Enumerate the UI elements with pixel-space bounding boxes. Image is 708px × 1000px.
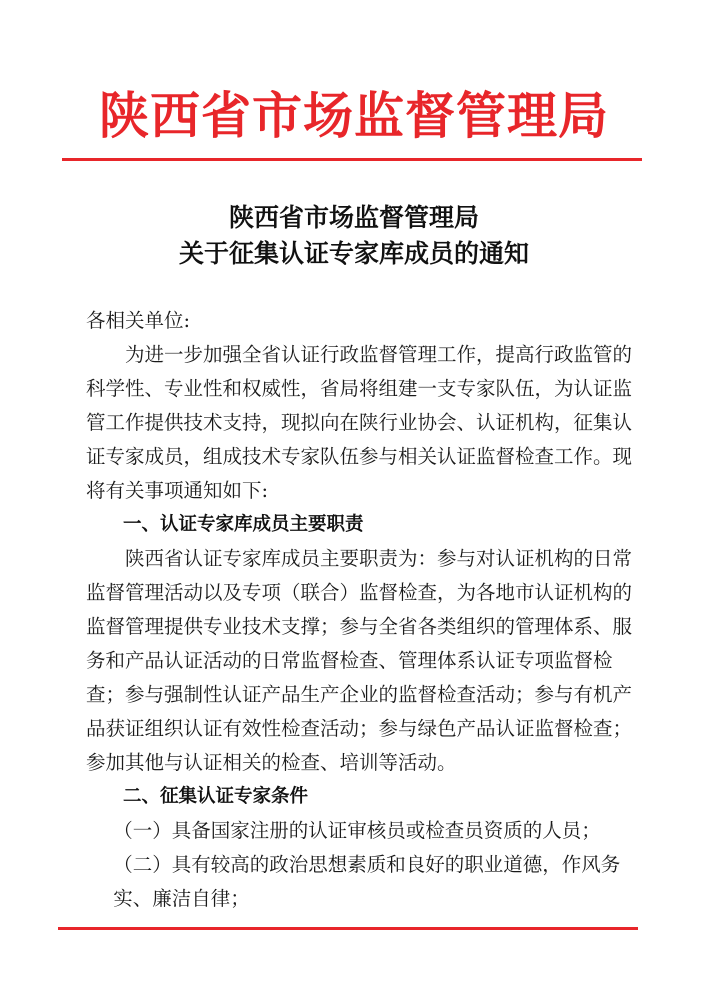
section-2-heading: 二、征集认证专家条件 xyxy=(123,786,309,807)
section-1-heading: 一、认证专家库成员主要职责 xyxy=(123,514,364,535)
section-2-item-1: （一）具备国家注册的认证审核员或检查员资质的人员； xyxy=(113,819,601,842)
red-rule-bottom xyxy=(58,927,638,930)
section-1-body: 陕西省认证专家库成员主要职责为：参与对认证机构的日常监督管理活动以及专项（联合）监督检查，为各地市认证机构的监督管理提供专业技术支撑；参与全省各类组织的管理体系、服务和产品认证活动的日常监督检查、管理体系认证专项监督检查；参与强制性认证产品生产企业的监督检查活动；参与有机产品获证组织认证有效性检查活动；参与绿色产品认证监督检查；参加其他与认证相关的检查、培训等活动。 xyxy=(86,547,633,774)
title-line-1: 陕西省市场监督管理局 xyxy=(228,203,479,232)
red-rule-top xyxy=(62,158,642,161)
intro-paragraph: 为进一步加强全省认证行政监督管理工作，提高行政监管的科学性、专业性和权威性，省局将组建一支专家队伍，为认证监管工作提供技术支持，现拟向在陕行业协会、认证机构，征集认证专家成员，组成技术专家队伍参与相关认证监督检查工作。现将有关事项通知如下: xyxy=(86,343,633,502)
document-title xyxy=(0,200,708,272)
title-line-2: 关于征集认证专家库成员的通知 xyxy=(178,239,529,268)
salutation: 各相关单位: xyxy=(86,309,191,332)
section-2-item-2: （二）具有较高的政治思想素质和良好的职业道德，作风务实、廉洁自律； xyxy=(113,853,621,910)
masthead-org-name: 陕西省市场监督管理局 xyxy=(99,86,609,145)
document-body xyxy=(86,304,642,916)
